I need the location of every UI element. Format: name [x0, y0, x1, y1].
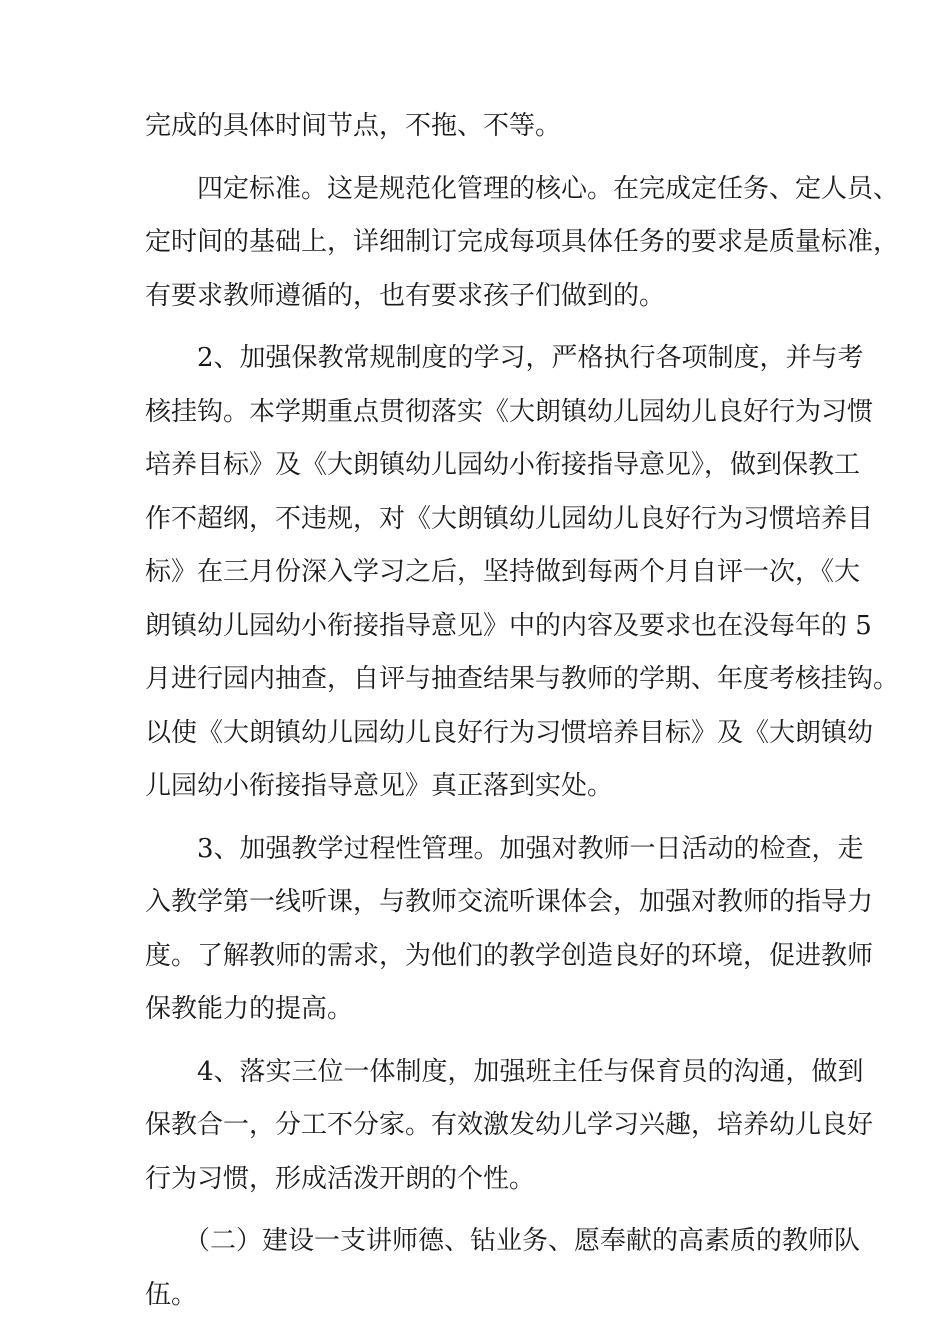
- paragraph-line: 伍。: [145, 1279, 198, 1310]
- paragraph-line: 月进行园内抽查，自评与抽查结果与教师的学期、年度考核挂钩。: [145, 664, 900, 694]
- paragraph-line: 行为习惯，形成活泼开朗的个性。: [145, 1163, 536, 1194]
- paragraph-gap: [145, 1206, 815, 1215]
- paragraph-line: 作不超纲，不违规，对《大朗镇幼儿园幼儿良好行为习惯培养目: [145, 503, 874, 534]
- paragraph-line: 核挂钩。本学期重点贯彻落实《大朗镇幼儿园幼儿良好行为习惯: [145, 396, 874, 427]
- paragraph-line: 2、加强保教常规制度的学习，严格执行各项制度，并与考: [145, 343, 864, 373]
- paragraph-item-2: [145, 332, 900, 814]
- paragraph-line: 度。了解教师的需求，为他们的教学创造良好的环境，促进教师: [145, 940, 874, 971]
- paragraph-line: 保教合一，分工不分家。有效激发幼儿学习兴趣，培养幼儿良好: [145, 1110, 874, 1140]
- paragraph-line: 标》在三月份深入学习之后，坚持做到每两个月自评一次，《大: [145, 557, 861, 587]
- paragraph-line: 4、落实三位一体制度，加强班主任与保育员的沟通，做到: [145, 1056, 864, 1087]
- paragraph-gap: [145, 323, 815, 332]
- paragraph-gap: [145, 1037, 815, 1046]
- paragraph-line: 朗镇幼儿园幼小衔接指导意见》中的内容及要求也在没每年的 5: [145, 610, 872, 641]
- paragraph-item-3: [145, 823, 874, 1037]
- paragraph-line: 有要求教师遵循的，也有要求孩子们做到的。: [145, 280, 666, 311]
- paragraph-line: （二）建设一支讲师德、钻业务、愿奉献的高素质的教师队: [145, 1226, 861, 1256]
- paragraph-line: 以使《大朗镇幼儿园幼儿良好行为习惯培养目标》及《大朗镇幼: [145, 717, 874, 748]
- paragraph-deadline: [145, 100, 815, 154]
- paragraph-line: 培养目标》及《大朗镇幼儿园幼小衔接指导意见》，做到保教工: [145, 450, 861, 480]
- paragraph-line: 入教学第一线听课，与教师交流听课体会，加强对教师的指导力: [145, 887, 874, 917]
- paragraph-item-4: [145, 1046, 874, 1207]
- paragraph-line: 保教能力的提高。: [145, 994, 354, 1024]
- paragraph-line: 3、加强教学过程性管理。加强对教师一日活动的检查，走: [145, 833, 864, 864]
- paragraph-line: 儿园幼小衔接指导意见》真正落到实处。: [145, 771, 614, 801]
- paragraph-line: 完成的具体时间节点，不拖、不等。: [145, 111, 562, 141]
- paragraph-line: 四定标准。这是规范化管理的核心。在完成定任务、定人员、: [145, 173, 900, 204]
- paragraph-line: 定时间的基础上，详细制订完成每项具体任务的要求是质量标准，: [145, 227, 900, 257]
- paragraph-gap: [145, 154, 815, 163]
- paragraph-four-standards: [145, 163, 900, 324]
- paragraph-gap: [145, 814, 815, 823]
- document-body: [145, 100, 900, 1322]
- paragraph-section-two: [145, 1215, 861, 1322]
